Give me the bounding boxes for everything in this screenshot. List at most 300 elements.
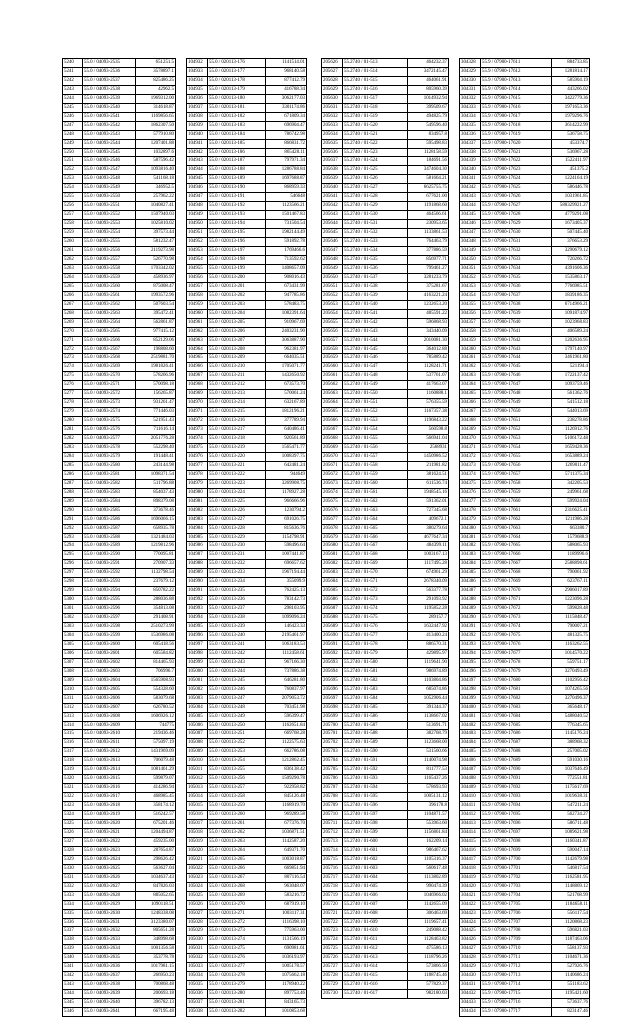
amount-cell: 691026.75 [266,515,307,524]
row-number-cell: 104933 [187,67,208,76]
table-row [322,676,449,685]
row-number-cell: 5246 [63,112,83,121]
row-number-cell: 205645 [322,229,343,238]
table-row [187,166,307,175]
table-row [322,318,449,327]
amount-cell: 1005178.57 [266,963,307,972]
reference-code-cell: 55.0 / 04093-2582 [83,479,136,488]
table-row [322,443,449,452]
reference-code-cell: 55.0 / 020113-177 [208,67,266,76]
row-number-cell: 105037 [187,999,208,1008]
reference-code-cell: 55.2740 / 01-525 [343,166,408,175]
table-row [187,130,307,139]
table-row [322,614,449,623]
reference-code-cell: 55.0 / 020113-181 [208,103,266,112]
row-number-cell: 5310 [63,685,83,694]
amount-cell: 289157.7 [408,614,449,623]
amount-cell: 2051776.28 [136,435,176,444]
amount-cell: 1142655.09 [408,900,449,909]
amount-cell: 1184658.11 [552,900,590,909]
amount-cell: 605584.82 [136,649,176,658]
table-row [187,551,307,560]
amount-cell: 667195.48 [136,1008,176,1017]
table-row [63,694,176,703]
table-row [63,506,176,515]
reference-code-cell: 55.0 / 04093-2623 [83,846,136,855]
row-number-cell: 5331 [63,873,83,882]
table-row [460,399,590,408]
row-number-cell: 5315 [63,730,83,739]
amount-cell: 1128463.82 [408,936,449,945]
amount-cell: 527926.76 [552,963,590,972]
amount-cell: 1140074.98 [408,757,449,766]
row-number-cell: 205670 [322,452,343,461]
table-row [187,909,307,918]
table-row [63,67,176,76]
amount-cell: 1128158.59 [408,148,449,157]
row-number-cell: 205681 [322,551,343,560]
reference-code-cell: 55.0 / 020113-189 [208,175,266,184]
table-row [63,551,176,560]
amount-cell: 521194.4 [552,363,590,372]
row-number-cell: 105021 [187,855,208,864]
row-number-cell: 5278 [63,399,83,408]
table-row [460,461,590,470]
table-row [460,300,590,309]
amount-cell: 762425.13 [266,587,307,596]
reference-code-cell: 55.0 / 04093-2564 [83,318,136,327]
row-number-cell: 205669 [322,443,343,452]
row-number-cell: 5292 [63,524,83,533]
reference-code-cell: 55.2740 / 01-547 [343,363,408,372]
row-number-cell: 104954 [187,255,208,264]
amount-cell: 962381.97 [266,345,307,354]
row-number-cell: 5333 [63,891,83,900]
row-number-cell: 304337 [460,139,481,148]
amount-cell: 516242.57 [136,811,176,820]
row-number-cell: 104986 [187,542,208,551]
row-number-cell: 5299 [63,587,83,596]
reference-code-cell: 55.0 / 04093-2607 [83,703,136,712]
table-row [63,211,176,220]
row-number-cell: 304378 [460,506,481,515]
table-row [460,748,590,757]
row-number-cell: 205699 [322,712,343,721]
table-row [63,533,176,542]
reference-code-cell: 55.9 / 07900-17612 [481,67,552,76]
table-row [460,793,590,802]
amount-cell: 365648.17 [552,703,590,712]
row-number-cell: 104960 [187,309,208,318]
amount-cell: 696904.47 [266,121,307,130]
reference-code-cell: 55.0 / 04093-2567 [83,345,136,354]
row-number-cell: 205677 [322,515,343,524]
amount-cell: 771446.03 [136,408,176,417]
reference-code-cell: 55.0 / 020113-236 [208,596,266,605]
row-number-cell: 205730 [322,990,343,999]
reference-code-cell: 55.9 / 07900-17631 [481,238,552,247]
amount-cell: 586446.78 [552,184,590,193]
table-row [460,775,590,784]
row-number-cell: 104955 [187,264,208,273]
row-number-cell: 304393 [460,640,481,649]
reference-code-cell: 55.0 / 04093-2549 [83,184,136,193]
table-row [460,882,590,891]
row-number-cell: 304381 [460,533,481,542]
amount-cell: 2119273.98 [136,247,176,256]
row-number-cell: 105024 [187,882,208,891]
row-number-cell: 5282 [63,435,83,444]
row-number-cell: 5260 [63,238,83,247]
reference-code-cell: 55.0 / 020113-271 [208,909,266,918]
table-row [322,748,449,757]
row-number-cell: 5304 [63,632,83,641]
reference-code-cell: 55.2740 / 01-586 [343,712,408,721]
table-row [63,757,176,766]
amount-cell: 1535863.17 [552,273,590,282]
reference-code-cell: 55.2740 / 01-568 [343,551,408,560]
reference-code-cell: 55.9 / 07900-17702 [481,873,552,882]
row-number-cell: 304431 [460,981,481,990]
table-row [460,112,590,121]
row-number-cell: 5288 [63,488,83,497]
table-row [187,202,307,211]
reference-code-cell: 55.2740 / 01-597 [343,811,408,820]
amount-cell: 1093816.40 [136,166,176,175]
row-number-cell: 304409 [460,784,481,793]
row-number-cell: 205647 [322,247,343,256]
table-row [322,157,449,166]
reference-code-cell: 55.0 / 020113-205 [208,318,266,327]
amount-cell: 1017981.15 [136,963,176,972]
reference-code-cell: 55.0 / 020113-219 [208,443,266,452]
amount-cell: 868959.33 [266,184,307,193]
table-row [460,551,590,560]
table-row [460,291,590,300]
amount-cell: 1769466.6 [266,247,307,256]
amount-cell: 1120868.23 [552,918,590,927]
amount-cell: 1839186.35 [552,291,590,300]
reference-code-cell: 55.2740 / 01-605 [343,882,408,891]
table-row [460,855,590,864]
table-row [187,721,307,730]
reference-code-cell: 55.0 / 020113-231 [208,551,266,560]
table-row [460,506,590,515]
reference-code-cell: 55.0 / 04093-2603 [83,667,136,676]
table-row [187,220,307,229]
amount-cell: 556117.54 [552,909,590,918]
table-row [460,873,590,882]
amount-cell: 1089621.98 [552,828,590,837]
reference-code-cell: 55.2740 / 01-518 [343,103,408,112]
amount-cell: 1025810.02 [136,220,176,229]
row-number-cell: 104976 [187,452,208,461]
table-row [322,515,449,524]
table-row [460,202,590,211]
reference-code-cell: 55.0 / 04093-2630 [83,909,136,918]
table-row [187,837,307,846]
table-row [63,202,176,211]
reference-code-cell: 55.2740 / 01-594 [343,784,408,793]
reference-code-cell: 55.9 / 07900-17630 [481,229,552,238]
table-row [187,443,307,452]
row-number-cell: 5317 [63,748,83,757]
reference-code-cell: 55.0 / 020113-260 [208,811,266,820]
amount-cell: 898379.08 [136,497,176,506]
reference-code-cell: 55.2740 / 01-587 [343,721,408,730]
reference-code-cell: 55.0 / 04093-2575 [83,417,136,426]
amount-cell: 1099096.24 [266,614,307,623]
amount-cell: 720266.72 [552,255,590,264]
row-number-cell: 5271 [63,336,83,345]
amount-cell: 1191868.60 [408,202,449,211]
amount-cell: 373678.46 [136,506,176,515]
row-number-cell: 5343 [63,981,83,990]
table-row [187,999,307,1008]
row-number-cell: 304423 [460,909,481,918]
amount-cell: 675201.46 [136,820,176,829]
reference-code-cell: 55.0 / 04093-2546 [83,157,136,166]
table-row [187,775,307,784]
reference-code-cell: 55.2740 / 01-529 [343,202,408,211]
row-number-cell: 105012 [187,775,208,784]
table-row [187,336,307,345]
row-number-cell: 304335 [460,121,481,130]
amount-cell: 706079.48 [136,757,176,766]
table-row [63,372,176,381]
table-row [187,981,307,990]
reference-code-cell: 55.2740 / 01-609 [343,918,408,927]
amount-cell: 219436.46 [136,730,176,739]
table-row [460,94,590,103]
row-number-cell: 304422 [460,900,481,909]
amount-cell: 3062177.03 [266,94,307,103]
row-number-cell: 105033 [187,963,208,972]
row-number-cell: 5312 [63,703,83,712]
amount-cell: 1126912.76 [552,426,590,435]
table-row [187,694,307,703]
row-number-cell: 104950 [187,220,208,229]
amount-cell: 544013.69 [552,408,590,417]
row-number-cell: 205728 [322,972,343,981]
row-number-cell: 105030 [187,936,208,945]
row-number-cell: 105032 [187,954,208,963]
reference-code-cell: 55.0 / 020113-202 [208,291,266,300]
row-number-cell: 304428 [460,954,481,963]
table-row [322,336,449,345]
reference-code-cell: 55.2740 / 01-617 [343,990,408,999]
reference-code-cell: 55.0 / 020113-184 [208,130,266,139]
reference-code-cell: 55.0 / 04093-2599 [83,632,136,641]
table-row [460,990,590,999]
amount-cell: 2519881.70 [136,354,176,363]
table-row [322,184,449,193]
amount-cell: 875008.47 [136,282,176,291]
amount-cell: 537761.07 [408,372,449,381]
reference-code-cell: 55.9 / 07900-17677 [481,649,552,658]
row-number-cell: 304401 [460,712,481,721]
row-number-cell: 105019 [187,837,208,846]
row-number-cell: 5300 [63,596,83,605]
amount-cell: 1697688.87 [266,175,307,184]
reference-code-cell: 55.2740 / 01-546 [343,354,408,363]
amount-cell: 1036193.97 [266,954,307,963]
table-row [187,739,307,748]
amount-cell: 364012.88 [408,345,449,354]
reference-code-cell: 55.0 / 020113-215 [208,408,266,417]
amount-cell: 920561.89 [266,435,307,444]
amount-cell: 1967194.44 [266,569,307,578]
row-number-cell: 205678 [322,524,343,533]
table-row [460,184,590,193]
reference-code-cell: 55.0 / 020113-255 [208,766,266,775]
reference-code-cell: 55.0 / 04093-2541 [83,112,136,121]
amount-cell: 249088.42 [408,927,449,936]
table-row [187,76,307,85]
row-number-cell: 104942 [187,148,208,157]
amount-cell: 727345.68 [408,506,449,515]
reference-code-cell: 55.0 / 04093-2593 [83,578,136,587]
reference-code-cell: 55.2740 / 01-531 [343,220,408,229]
table-row [187,363,307,372]
reference-code-cell: 55.2740 / 01-548 [343,372,408,381]
table-row [63,837,176,846]
reference-code-cell: 55.2740 / 01-520 [343,121,408,130]
amount-cell: 854037.43 [136,488,176,497]
table-row [460,712,590,721]
row-number-cell: 304354 [460,291,481,300]
table-row [460,703,590,712]
reference-code-cell: 55.9 / 07900-17711 [481,954,552,963]
row-number-cell: 205697 [322,694,343,703]
amount-cell: 1167357.38 [408,408,449,417]
row-number-cell: 205659 [322,354,343,363]
amount-cell: 562861.87 [136,318,176,327]
reference-code-cell: 55.0 / 020113-180 [208,94,266,103]
table-row [322,59,449,68]
amount-cell: 578693.93 [408,784,449,793]
row-number-cell: 5261 [63,247,83,256]
table-row [322,264,449,273]
row-number-cell: 205656 [322,327,343,336]
table-row [460,596,590,605]
amount-cell: 1102956.42 [552,676,590,685]
row-number-cell: 304379 [460,515,481,524]
reference-code-cell: 55.2740 / 01-528 [343,193,408,202]
row-number-cell: 5324 [63,811,83,820]
amount-cell: 381624.51 [408,470,449,479]
table-row [322,390,449,399]
row-number-cell: 205675 [322,497,343,506]
amount-cell: 669768.28 [266,730,307,739]
amount-cell: 1118796.26 [408,954,449,963]
table-row [460,273,590,282]
row-number-cell: 5291 [63,515,83,524]
row-number-cell: 205679 [322,533,343,542]
amount-cell: 646281.80 [266,676,307,685]
amount-cell: 200693.18 [136,990,176,999]
amount-cell: 6714966.21 [552,300,590,309]
amount-cell: 866831.72 [266,139,307,148]
row-number-cell: 205668 [322,435,343,444]
reference-code-cell: 55.0 / 020113-263 [208,837,266,846]
reference-code-cell: 55.0 / 020113-222 [208,470,266,479]
row-number-cell: 104994 [187,614,208,623]
table-row [460,766,590,775]
row-number-cell: 205683 [322,569,343,578]
table-row [187,703,307,712]
row-number-cell: 5340 [63,954,83,963]
row-number-cell: 5263 [63,264,83,273]
reference-code-cell: 55.0 / 020113-190 [208,184,266,193]
reference-code-cell: 55.2740 / 01-603 [343,864,408,873]
row-number-cell: 205637 [322,157,343,166]
reference-code-cell: 55.0 / 020113-198 [208,255,266,264]
table-row [460,685,590,694]
row-number-cell: 304343 [460,193,481,202]
reference-code-cell: 55.0 / 020113-196 [208,238,266,247]
table-row [460,864,590,873]
table-row [187,990,307,999]
reference-code-cell: 55.0 / 04093-2610 [83,730,136,739]
amount-cell: 3578897.1 [136,67,176,76]
row-number-cell: 304332 [460,94,481,103]
amount-cell: 2403231.90 [266,327,307,336]
amount-cell: 577910.80 [136,130,176,139]
reference-code-cell: 55.2740 / 01-569 [343,560,408,569]
table-row [187,488,307,497]
row-number-cell: 304357 [460,318,481,327]
amount-cell: 1812196.21 [266,408,307,417]
amount-cell: 3472145.47 [408,67,449,76]
amount-cell: 3301174.86 [266,103,307,112]
table-row [460,443,590,452]
table-row [63,255,176,264]
table-row [322,139,449,148]
row-number-cell: 5328 [63,846,83,855]
reference-code-cell: 55.0 / 020113-251 [208,730,266,739]
table-row [63,354,176,363]
row-number-cell: 205709 [322,802,343,811]
table-row [187,282,307,291]
reference-code-cell: 55.0 / 04093-2573 [83,399,136,408]
table-row [322,649,449,658]
amount-cell: 1122575.63 [266,739,307,748]
row-number-cell: 104990 [187,578,208,587]
row-number-cell: 104934 [187,76,208,85]
reference-code-cell: 55.9 / 07900-17628 [481,211,552,220]
table-row [460,175,590,184]
table-row [322,408,449,417]
row-number-cell: 205644 [322,220,343,229]
amount-cell: 4391606.36 [552,264,590,273]
reference-code-cell: 55.2740 / 01-530 [343,211,408,220]
reference-code-cell: 55.0 / 04093-2542 [83,121,136,130]
amount-cell: 554328.60 [136,685,176,694]
row-number-cell: 105001 [187,676,208,685]
reference-code-cell: 55.0 / 04093-2563 [83,309,136,318]
table-row [460,247,590,256]
reference-code-cell: 55.2740 / 01-592 [343,766,408,775]
reference-code-cell: 55.9 / 07900-17663 [481,524,552,533]
amount-cell: 1522411.97 [552,157,590,166]
row-number-cell: 5280 [63,417,83,426]
table-row [187,479,307,488]
reference-code-cell: 55.2740 / 01-581 [343,667,408,676]
table-row [63,721,176,730]
table-row [322,981,449,990]
amount-cell: 1169856.65 [136,112,176,121]
